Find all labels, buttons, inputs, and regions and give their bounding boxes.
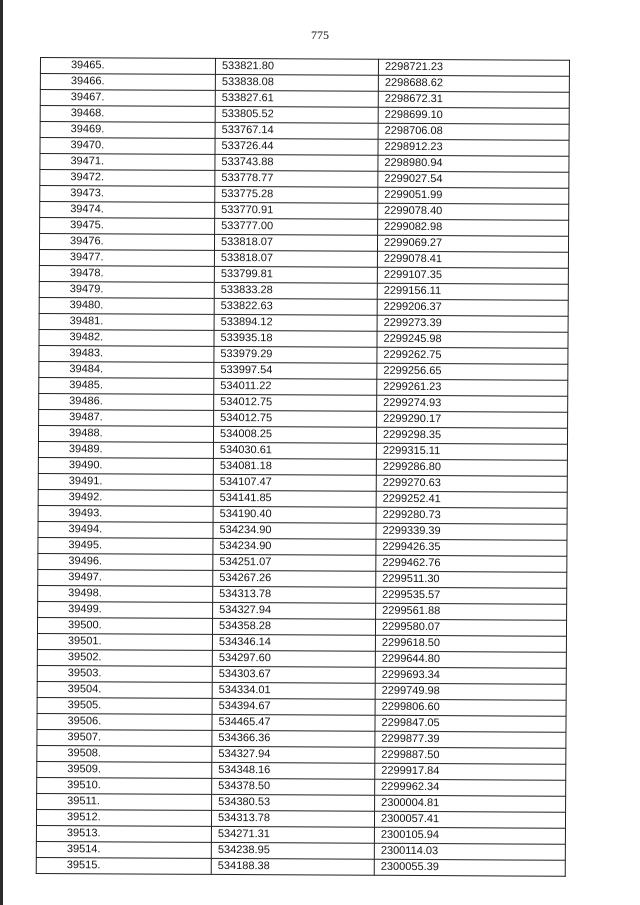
point-id-cell: 39475. — [40, 218, 215, 235]
x-coordinate-cell: 534334.01 — [212, 682, 375, 699]
point-id-cell: 39509. — [37, 761, 212, 778]
x-coordinate-cell: 534378.50 — [212, 778, 375, 795]
point-id-cell: 39510. — [37, 777, 212, 794]
y-coordinate-cell: 2299252.41 — [376, 491, 567, 508]
y-coordinate-cell: 2299274.93 — [377, 395, 568, 412]
x-coordinate-cell: 534188.38 — [211, 858, 374, 875]
point-id-cell: 39493. — [38, 505, 213, 522]
y-coordinate-cell: 2299580.07 — [375, 619, 566, 636]
y-coordinate-cell: 2299511.30 — [376, 571, 567, 588]
x-coordinate-cell: 533770.91 — [215, 202, 378, 219]
point-id-cell: 39492. — [38, 489, 213, 506]
page-number: 775 — [311, 28, 329, 42]
x-coordinate-cell: 534234.90 — [213, 522, 376, 539]
y-coordinate-cell: 2299078.40 — [378, 203, 569, 220]
point-id-cell: 39505. — [37, 697, 212, 714]
y-coordinate-cell: 2299917.84 — [375, 763, 566, 780]
point-id-cell: 39503. — [37, 665, 212, 682]
point-id-cell: 39506. — [37, 713, 212, 730]
point-id-cell: 39508. — [37, 745, 212, 762]
y-coordinate-cell: 2299107.35 — [377, 267, 568, 284]
coordinate-table-wrapper — [36, 57, 570, 877]
y-coordinate-cell: 2299290.17 — [377, 411, 568, 428]
point-id-cell: 39467. — [40, 90, 215, 107]
x-coordinate-cell: 534008.25 — [213, 426, 376, 443]
x-coordinate-cell: 533979.29 — [214, 346, 377, 363]
x-coordinate-cell: 533805.52 — [215, 106, 378, 123]
x-coordinate-cell: 533777.00 — [215, 218, 378, 235]
y-coordinate-cell: 2300057.41 — [374, 811, 565, 828]
point-id-cell: 39499. — [38, 601, 213, 618]
point-id-cell: 39496. — [38, 553, 213, 570]
point-id-cell: 39468. — [40, 106, 215, 123]
point-id-cell: 39487. — [39, 409, 214, 426]
point-id-cell: 39483. — [39, 345, 214, 362]
x-coordinate-cell: 533726.44 — [215, 138, 378, 155]
x-coordinate-cell: 534011.22 — [214, 378, 377, 395]
table-row — [36, 857, 565, 876]
x-coordinate-cell: 534012.75 — [214, 394, 377, 411]
y-coordinate-cell: 2299561.88 — [376, 603, 567, 620]
point-id-cell: 39470. — [40, 138, 215, 155]
y-coordinate-cell: 2298672.31 — [378, 91, 569, 108]
y-coordinate-cell: 2299806.60 — [375, 699, 566, 716]
x-coordinate-cell: 534107.47 — [213, 474, 376, 491]
point-id-cell: 39474. — [40, 202, 215, 219]
y-coordinate-cell: 2299962.34 — [375, 779, 566, 796]
point-id-cell: 39497. — [38, 569, 213, 586]
x-coordinate-cell: 534346.14 — [212, 634, 375, 651]
x-coordinate-cell: 534313.78 — [211, 810, 374, 827]
point-id-cell: 39500. — [37, 617, 212, 634]
point-id-cell: 39472. — [40, 170, 215, 187]
x-coordinate-cell: 533821.80 — [215, 58, 378, 75]
x-coordinate-cell: 534366.36 — [212, 730, 375, 747]
y-coordinate-cell: 2299535.57 — [376, 587, 567, 604]
x-coordinate-cell: 534190.40 — [213, 506, 376, 523]
y-coordinate-cell: 2299877.39 — [375, 731, 566, 748]
point-id-cell: 39478. — [39, 265, 214, 282]
x-coordinate-cell: 534327.94 — [213, 602, 376, 619]
y-coordinate-cell: 2300004.81 — [375, 795, 566, 812]
point-id-cell: 39471. — [40, 154, 215, 171]
point-id-cell: 39482. — [39, 329, 214, 346]
x-coordinate-cell: 534394.67 — [212, 698, 375, 715]
y-coordinate-cell: 2298699.10 — [378, 107, 569, 124]
point-id-cell: 39515. — [36, 857, 211, 874]
x-coordinate-cell: 533743.88 — [215, 154, 378, 171]
x-coordinate-cell: 534271.31 — [211, 826, 374, 843]
point-id-cell: 39473. — [40, 186, 215, 203]
x-coordinate-cell: 534251.07 — [213, 554, 376, 571]
point-id-cell: 39490. — [38, 457, 213, 474]
y-coordinate-cell: 2298706.08 — [378, 123, 569, 140]
point-id-cell: 39469. — [40, 122, 215, 139]
point-id-cell: 39494. — [38, 521, 213, 538]
x-coordinate-cell: 533838.08 — [215, 74, 378, 91]
x-coordinate-cell: 534012.75 — [214, 410, 377, 427]
x-coordinate-cell: 534358.28 — [212, 618, 375, 635]
x-coordinate-cell: 533778.77 — [215, 170, 378, 187]
y-coordinate-cell: 2299027.54 — [378, 171, 569, 188]
point-id-cell: 39498. — [38, 585, 213, 602]
x-coordinate-cell: 533818.07 — [214, 250, 377, 267]
point-id-cell: 39480. — [39, 297, 214, 314]
x-coordinate-cell: 534380.53 — [212, 794, 375, 811]
y-coordinate-cell: 2299847.05 — [375, 715, 566, 732]
x-coordinate-cell: 534327.94 — [212, 746, 375, 763]
y-coordinate-cell: 2299298.35 — [376, 427, 567, 444]
y-coordinate-cell: 2299286.80 — [376, 459, 567, 476]
y-coordinate-cell: 2299069.27 — [377, 235, 568, 252]
coordinate-table — [36, 57, 570, 877]
y-coordinate-cell: 2299206.37 — [377, 299, 568, 316]
point-id-cell: 39501. — [37, 633, 212, 650]
y-coordinate-cell: 2300114.03 — [374, 843, 565, 860]
x-coordinate-cell: 533833.28 — [214, 282, 377, 299]
x-coordinate-cell: 534267.26 — [213, 570, 376, 587]
x-coordinate-cell: 534465.47 — [212, 714, 375, 731]
point-id-cell: 39466. — [40, 74, 215, 91]
x-coordinate-cell: 533775.28 — [215, 186, 378, 203]
x-coordinate-cell: 534234.90 — [213, 538, 376, 555]
point-id-cell: 39489. — [38, 441, 213, 458]
y-coordinate-cell: 2298688.62 — [378, 75, 569, 92]
x-coordinate-cell: 533997.54 — [214, 362, 377, 379]
point-id-cell: 39481. — [39, 313, 214, 330]
y-coordinate-cell: 2299051.99 — [378, 187, 569, 204]
point-id-cell: 39504. — [37, 681, 212, 698]
point-id-cell: 39479. — [39, 281, 214, 298]
x-coordinate-cell: 533827.61 — [215, 90, 378, 107]
y-coordinate-cell: 2299887.50 — [375, 747, 566, 764]
point-id-cell: 39513. — [36, 825, 211, 842]
x-coordinate-cell: 534141.85 — [213, 490, 376, 507]
y-coordinate-cell: 2299262.75 — [377, 347, 568, 364]
y-coordinate-cell: 2300055.39 — [374, 859, 565, 876]
y-coordinate-cell: 2299261.23 — [377, 379, 568, 396]
y-coordinate-cell: 2299280.73 — [376, 507, 567, 524]
x-coordinate-cell: 533818.07 — [214, 234, 377, 251]
y-coordinate-cell: 2299315.11 — [376, 443, 567, 460]
y-coordinate-cell: 2298721.23 — [378, 59, 569, 76]
point-id-cell: 39477. — [39, 249, 214, 266]
y-coordinate-cell: 2300105.94 — [374, 827, 565, 844]
y-coordinate-cell: 2299644.80 — [375, 651, 566, 668]
x-coordinate-cell: 533767.14 — [215, 122, 378, 139]
x-coordinate-cell: 534297.60 — [212, 650, 375, 667]
scan-edge — [0, 0, 3, 905]
y-coordinate-cell: 2299156.11 — [377, 283, 568, 300]
y-coordinate-cell: 2299270.63 — [376, 475, 567, 492]
point-id-cell: 39465. — [40, 58, 215, 75]
point-id-cell: 39486. — [39, 393, 214, 410]
point-id-cell: 39514. — [36, 841, 211, 858]
y-coordinate-cell: 2299082.98 — [378, 219, 569, 236]
point-id-cell: 39488. — [38, 425, 213, 442]
point-id-cell: 39484. — [39, 361, 214, 378]
point-id-cell: 39476. — [39, 234, 214, 251]
x-coordinate-cell: 534313.78 — [213, 586, 376, 603]
y-coordinate-cell: 2299426.35 — [376, 539, 567, 556]
y-coordinate-cell: 2299339.39 — [376, 523, 567, 540]
x-coordinate-cell: 534238.95 — [211, 842, 374, 859]
y-coordinate-cell: 2299078.41 — [377, 251, 568, 268]
y-coordinate-cell: 2299273.39 — [377, 315, 568, 332]
y-coordinate-cell: 2299693.34 — [375, 667, 566, 684]
y-coordinate-cell: 2299618.50 — [375, 635, 566, 652]
x-coordinate-cell: 534348.16 — [212, 762, 375, 779]
point-id-cell: 39511. — [37, 793, 212, 810]
y-coordinate-cell: 2299462.76 — [376, 555, 567, 572]
x-coordinate-cell: 533894.12 — [214, 314, 377, 331]
point-id-cell: 39485. — [39, 377, 214, 394]
point-id-cell: 39502. — [37, 649, 212, 666]
x-coordinate-cell: 533799.81 — [214, 266, 377, 283]
y-coordinate-cell: 2299749.98 — [375, 683, 566, 700]
y-coordinate-cell: 2298980.94 — [378, 155, 569, 172]
x-coordinate-cell: 534303.67 — [212, 666, 375, 683]
point-id-cell: 39512. — [36, 809, 211, 826]
x-coordinate-cell: 534030.61 — [213, 442, 376, 459]
y-coordinate-cell: 2299245.98 — [377, 331, 568, 348]
y-coordinate-cell: 2298912.23 — [378, 139, 569, 156]
y-coordinate-cell: 2299256.65 — [377, 363, 568, 380]
point-id-cell: 39507. — [37, 729, 212, 746]
point-id-cell: 39495. — [38, 537, 213, 554]
x-coordinate-cell: 534081.18 — [213, 458, 376, 475]
x-coordinate-cell: 533822.63 — [214, 298, 377, 315]
x-coordinate-cell: 533935.18 — [214, 330, 377, 347]
point-id-cell: 39491. — [38, 473, 213, 490]
coordinate-table-body — [36, 58, 569, 877]
